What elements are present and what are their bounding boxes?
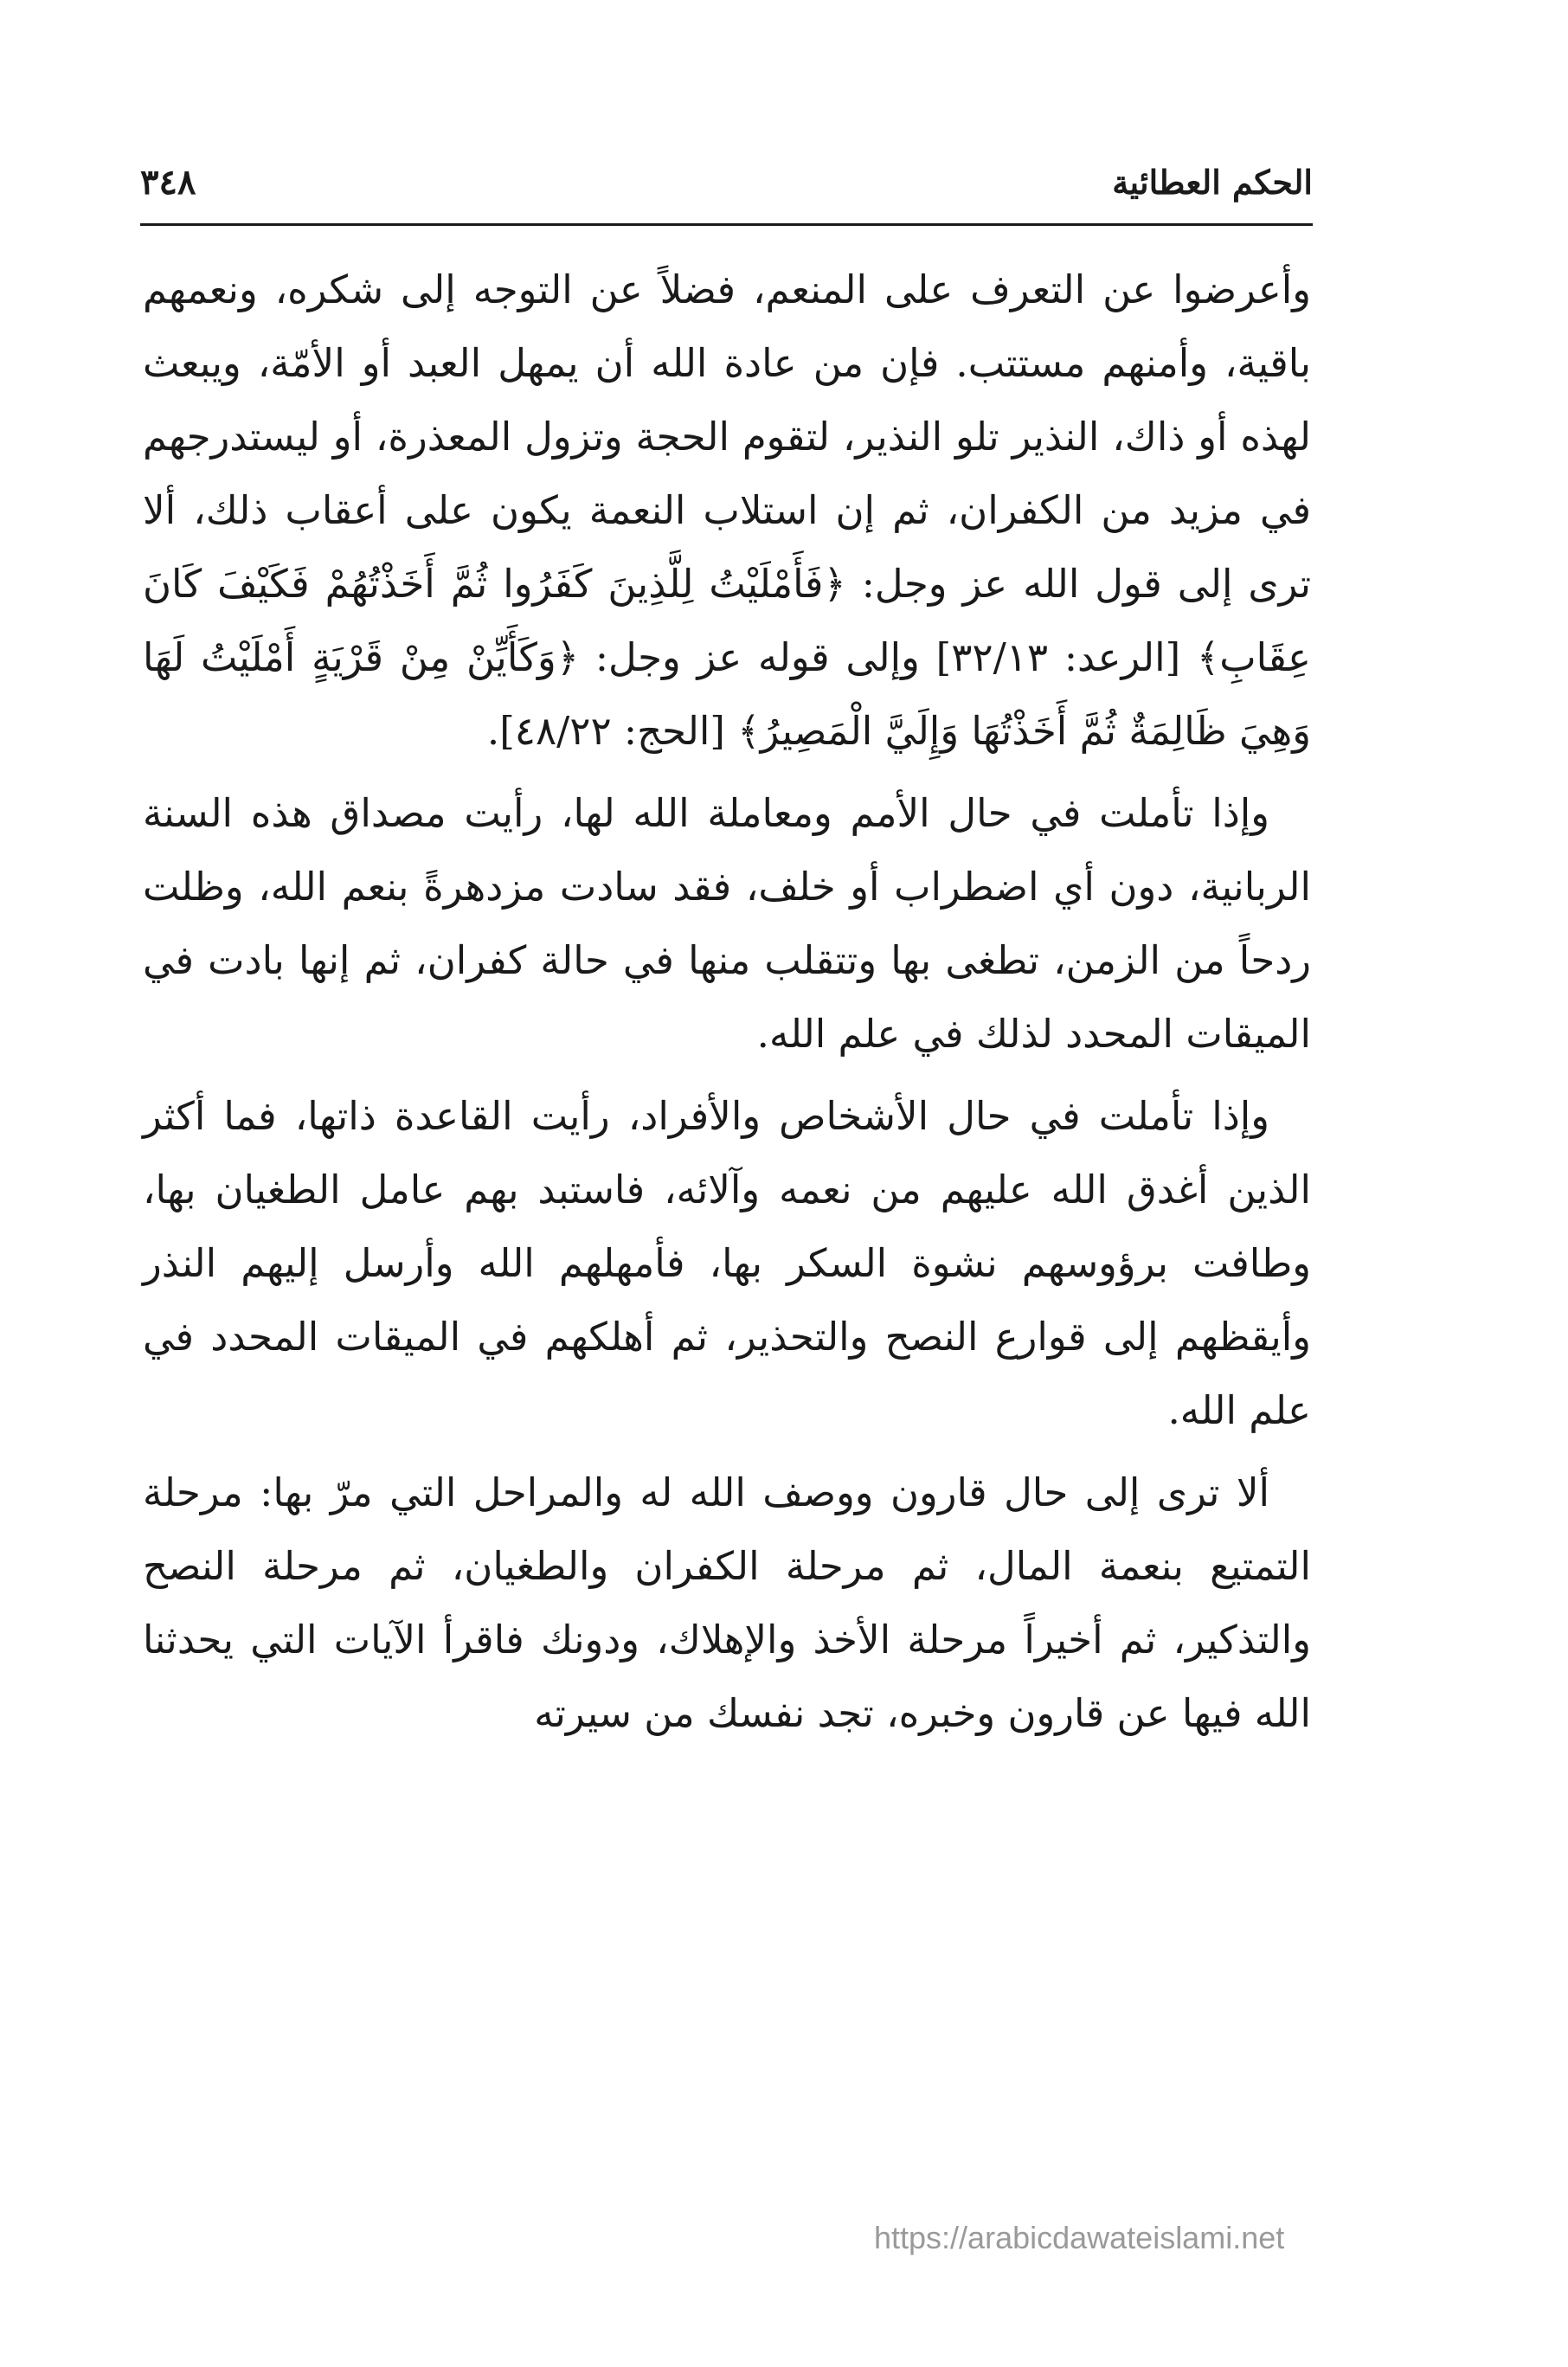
page-number: ٣٤٨ [140, 162, 196, 203]
header-divider [140, 223, 1313, 226]
source-watermark: https://arabicdawateislami.net [874, 2220, 1285, 2255]
paragraph-1: وأعرضوا عن التعرف على المنعم، فضلاً عن التوجه إلى شكره، ونعمهم باقية، وأمنهم مستتب. فإن من عادة الله أن يمهل العبد أو الأمّة، ويبعث لهذه أو ذاك، النذير تلو النذير، لتقوم الحجة وتزول المعذرة، أو ليستدرجهم في مزيد من الكفران، ثم إن استلاب النعمة يكون على أعقاب ذلك، ألا ترى إلى قول الله عز وجل: ﴿فَأَمْلَيْتُ لِلَّذِينَ كَفَرُوا ثُمَّ أَخَذْتُهُمْ فَكَيْفَ كَانَ عِقَابِ﴾ [الرعد: ٣٢/١٣] وإلى قوله عز وجل: ﴿وَكَأَيِّنْ مِنْ قَرْيَةٍ أَمْلَيْتُ لَهَا وَهِيَ ظَالِمَةٌ ثُمَّ أَخَذْتُهَا وَإِلَيَّ الْمَصِيرُ﴾ [الحج: ٤٨/٢٢]. [143, 267, 1311, 754]
paragraph-4: ألا ترى إلى حال قارون ووصف الله له والمراحل التي مرّ بها: مرحلة التمتيع بنعمة المال، ثم مرحلة الكفران والطغيان، ثم مرحلة النصح والتذكير، ثم أخيراً مرحلة الأخذ والإهلاك، ودونك فاقرأ الآيات التي يحدثنا الله فيها عن قارون وخبره، تجد نفسك من سيرته [143, 1470, 1311, 1736]
running-header [140, 154, 1313, 223]
book-title: الحكم العطائية [1112, 163, 1313, 202]
paragraph-3: وإذا تأملت في حال الأشخاص والأفراد، رأيت القاعدة ذاتها، فما أكثر الذين أغدق الله عليهم من نعمه وآلائه، فاستبد بهم عامل الطغيان بها، وطافت برؤوسهم نشوة السكر بها، فأمهلهم الله وأرسل إليهم النذر وأيقظهم إلى قوارع النصح والتحذير، ثم أهلكهم في الميقات المحدد في علم الله. [143, 1093, 1311, 1433]
page-body [143, 253, 1311, 1759]
paragraph-2: وإذا تأملت في حال الأمم ومعاملة الله لها، رأيت مصداق هذه السنة الربانية، دون أي اضطراب أو خلف، فقد سادت مزدهرةً بنعم الله، وظلت ردحاً من الزمن، تطغى بها وتتقلب منها في حالة كفران، ثم إنها بادت في الميقات المحدد لذلك في علم الله. [143, 790, 1311, 1057]
